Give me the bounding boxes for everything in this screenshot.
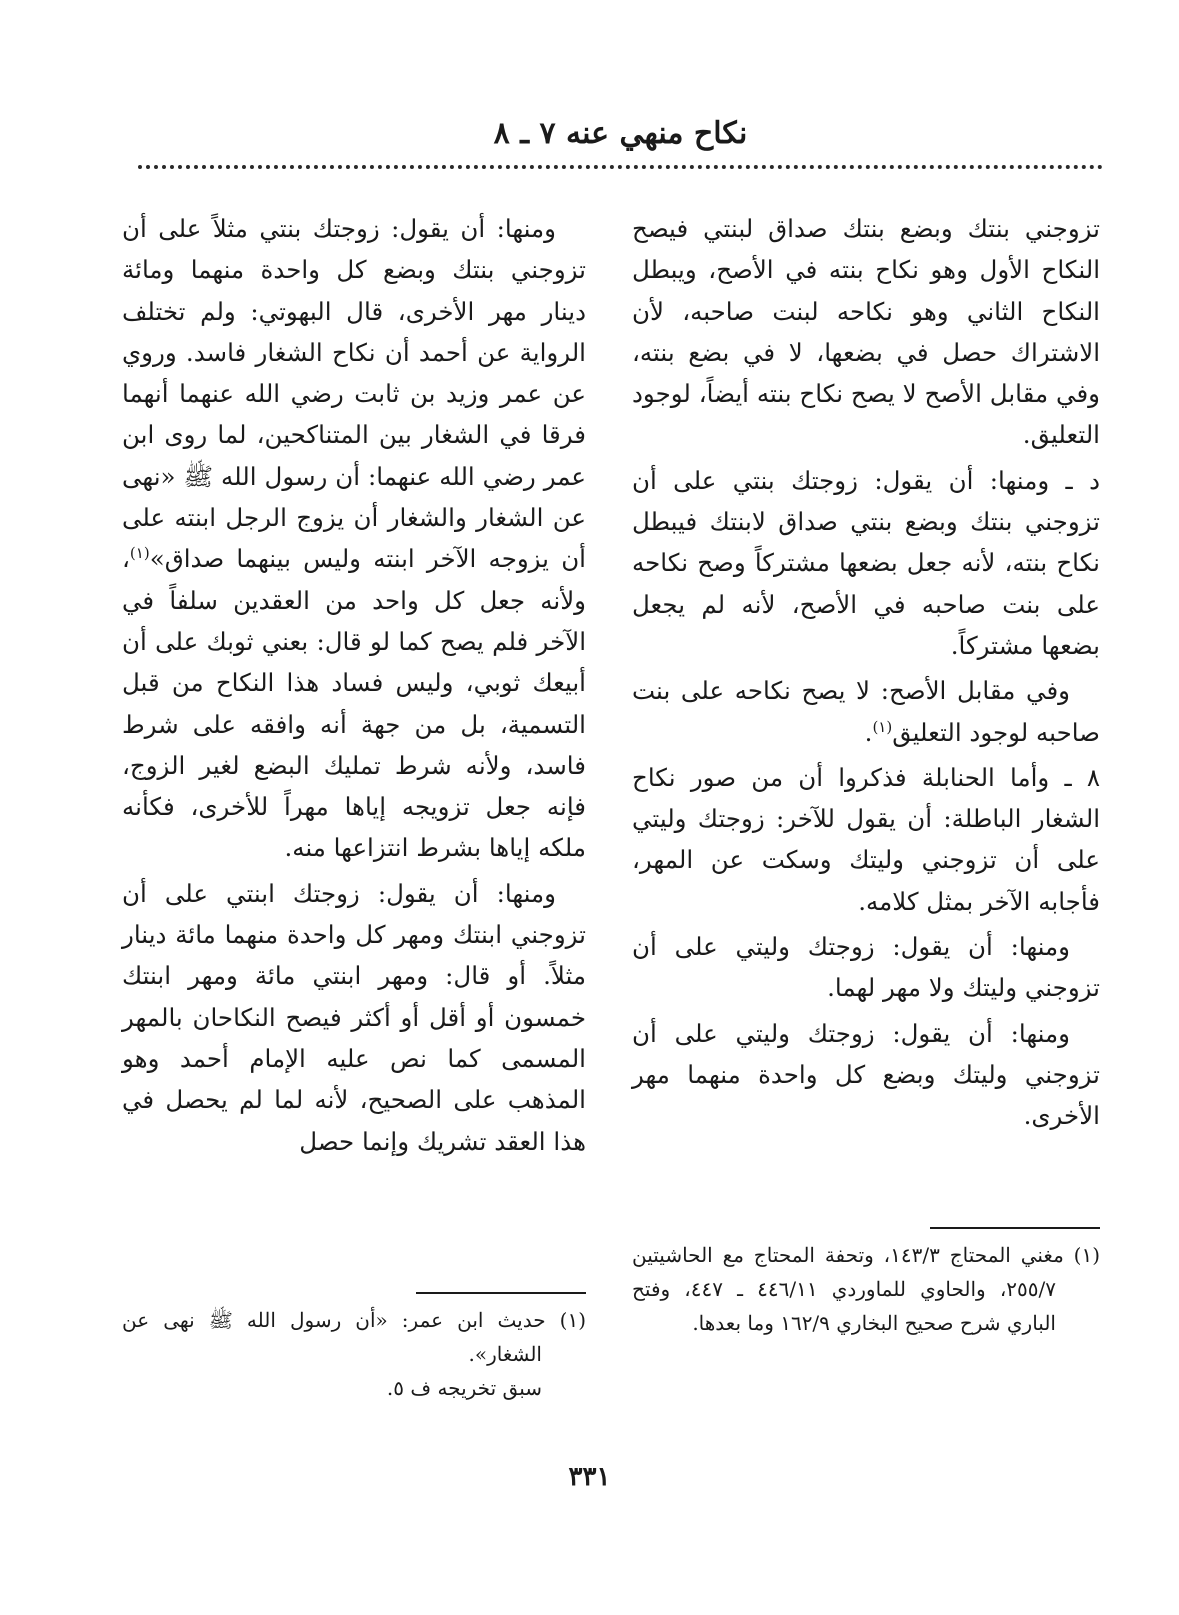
paragraph: ومنها: أن يقول: زوجتك وليتي على أن تزوجني وليتك وبضع كل واحدة منهما مهر الأخرى. xyxy=(632,1018,1100,1131)
paragraph: د ـ ومنها: أن يقول: زوجتك بنتي على أن تزوجني بنتك وبضع بنتي صداق لابنتك فيبطل نكاح بنته، لأنه جعل بضعها مشتركاً وصح نكاحه على بنت صاحبه في الأصح، لأنه لم يجعل بضعها مشتركاً. xyxy=(632,465,1100,660)
paragraph-text-continued: ، ولأنه جعل كل واحد من العقدين سلفاً في الآخر فلم يصح كما لو قال: بعني ثوبك على أن أبيعك ثوبي، وليس فساد هذا النكاح من قبل التسمية، بل من جهة أنه وافقه على شرط فاسد، ولأنه شرط تمليك البضع لغير الزوج، فإنه جعل تزويجه إياها مهراً للأخرى، فكأنه ملكه إياها بشرط انتزاعها منه. xyxy=(122,544,586,863)
paragraph-with-footnote xyxy=(632,670,1100,753)
paragraph-with-footnote xyxy=(122,208,586,869)
right-column xyxy=(632,208,1100,1528)
page-header xyxy=(138,112,1103,174)
header-dotted-rule xyxy=(138,165,1103,169)
paragraph: ومنها: أن يقول: زوجتك ابنتي على أن تزوجني ابنتك ومهر كل واحدة منهما مائة دينار مثلاً. أو قال: ومهر ابنتي مائة ومهر ابنتك خمسون أو أقل أو أكثر فيصح النكاحان بالمهر المسمى كما نص عليه الإمام أحمد وهو المذهب على الصحيح، لأنه لما لم يحصل في هذا العقد تشريك وإنما حصل xyxy=(122,878,586,1156)
footnote-note: سبق تخريجه ف ٥. xyxy=(386,1376,542,1400)
paragraph-end: . xyxy=(864,717,873,747)
footnote-rule xyxy=(930,1227,1100,1229)
paragraph: ٨ ـ وأما الحنابلة فذكروا أن من صور نكاح الشغار الباطلة: أن يقول للآخر: زوجتك وليتي على أن تزوجني وليتك وسكت عن المهر، فأجابه الآخر بمثل كلامه. xyxy=(632,762,1100,916)
footnote: (١) مغني المحتاج ١٤٣/٣، وتحفة المحتاج مع الحاشيتين ٢٥٥/٧، والحاوي للماوردي ٤٤٦/١١ ـ ٤٤٧، وفتح الباري شرح صحيح البخاري ١٦٢/٩ وما بعدها. xyxy=(632,1243,1101,1335)
paragraph-text: ومنها: أن يقول: زوجتك بنتي مثلاً على أن تزوجني بنتك وبضع كل واحدة منهما ومائة دينار مهر الأخرى، قال البهوتي: ولم تختلف الرواية عن أحمد أن نكاح الشغار فاسد. وروي عن عمر وزيد بن ثابت رضي الله عنهما أنهما فرقا في الشغار بين المتناكحين، لما روى ابن عمر رضي الله عنهما: أن رسول الله ﷺ «نهى عن الشغار والشغار أن يزوج الرجل ابنته على أن يزوجه الآخر ابنته وليس بينهما صداق» xyxy=(122,214,586,574)
paragraph: ومنها: أن يقول: زوجتك وليتي على أن تزوجني وليتك ولا مهر لهما. xyxy=(632,932,1100,1003)
footnotes xyxy=(632,1238,1100,1340)
paragraph-text: وفي مقابل الأصح: لا يصح نكاحه على بنت صاحبه لوجود التعليق xyxy=(632,676,1100,747)
footnote-marker: (١) xyxy=(872,717,893,736)
page-number: ٣٣١ xyxy=(568,1462,611,1492)
paragraph: تزوجني بنتك وبضع بنتك صداق لبنتي فيصح النكاح الأول وهو نكاح بنته في الأصح، ويبطل النكاح الثاني وهو نكاحه لبنت صاحبه، لأن الاشتراك حصل في بضعها، لا في بضع بنته، وفي مقابل الأصح لا يصح نكاح بنته أيضاً، لوجود التعليق. xyxy=(632,214,1100,450)
footnotes xyxy=(122,1303,586,1405)
footnote: (١) حديث ابن عمر: «أن رسول الله ﷺ نهى عن الشغار». xyxy=(122,1308,586,1366)
footnote-marker: (١) xyxy=(129,544,150,563)
footnote-rule xyxy=(416,1292,586,1294)
left-column xyxy=(122,208,586,1528)
page-title: نكاح منهي عنه ٧ ـ ٨ xyxy=(493,116,748,151)
